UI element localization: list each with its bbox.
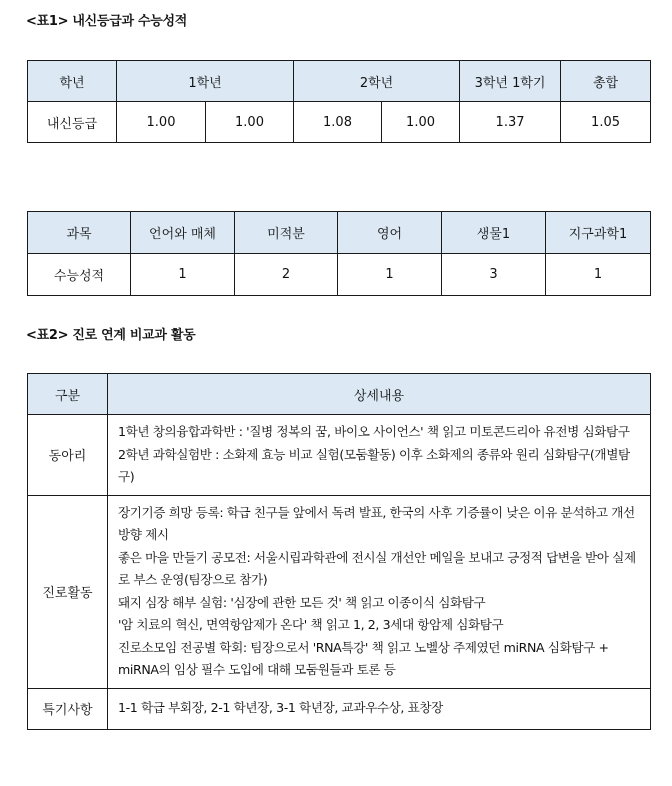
category-cell: 동아리: [28, 415, 108, 496]
table-row: [28, 688, 651, 729]
table-row: [28, 102, 651, 143]
table-cell: 1.00: [206, 102, 294, 143]
header-grade-label: 학년: [28, 61, 117, 102]
row-label: 내신등급: [28, 102, 117, 143]
table-cell: 1: [546, 254, 651, 296]
detail-line: 2학년 과학실험반 : 소화제 효능 비교 실험(모둠활동) 이후 소화제의 종류와 원리 심화탐구(개별탐구): [118, 446, 630, 484]
table-header-row: [28, 374, 651, 415]
header-subject: 미적분: [235, 212, 338, 254]
table-row: [28, 415, 651, 496]
table-cell: 1: [338, 254, 442, 296]
table-row: [28, 254, 651, 296]
table-cell: 1: [131, 254, 235, 296]
table-cell: 1.37: [460, 102, 561, 143]
suneung-table: [27, 211, 651, 296]
header-detail: 상세내용: [108, 374, 651, 415]
header-grade1: 1학년: [117, 61, 294, 102]
table-header-row: [28, 61, 651, 102]
grades-table: [27, 60, 651, 143]
table-cell: 3: [442, 254, 546, 296]
header-subject: 언어와 매체: [131, 212, 235, 254]
detail-cell: [108, 688, 651, 729]
detail-line: 좋은 마을 만들기 공모전: 서울시립과학관에 전시실 개선안 메일을 보내고 긍정적 답변을 받아 실제로 부스 운영(팀장으로 참가): [118, 549, 636, 587]
table-row: [28, 495, 651, 688]
table-cell: 1.05: [561, 102, 651, 143]
detail-line: 진로소모임 전공별 학회: 팀장으로서 'RNA특강' 책 읽고 노벨상 주제였던 miRNA 심화탐구 + miRNA의 임상 필수 도입에 대해 모둠원들과 토론 등: [118, 639, 609, 677]
header-grade2: 2학년: [294, 61, 460, 102]
table-header-row: [28, 212, 651, 254]
table-cell: 2: [235, 254, 338, 296]
table1-caption: <표1> 내신등급과 수능성적: [26, 14, 187, 29]
header-subject: 생물1: [442, 212, 546, 254]
row-label: 수능성적: [28, 254, 131, 296]
header-category: 구분: [28, 374, 108, 415]
table2-caption: <표2> 진로 연계 비교과 활동: [26, 328, 196, 343]
detail-line: '암 치료의 혁신, 면역항암제가 온다' 책 읽고 1, 2, 3세대 항암제 심화탐구: [118, 617, 504, 632]
activities-table: [27, 373, 651, 730]
table-cell: 1.08: [294, 102, 382, 143]
header-subject: 영어: [338, 212, 442, 254]
header-subject: 지구과학1: [546, 212, 651, 254]
detail-cell: [108, 415, 651, 496]
detail-line: 돼지 심장 해부 실험: '심장에 관한 모든 것' 책 읽고 이종이식 심화탐구: [118, 594, 486, 610]
category-cell: 특기사항: [28, 688, 108, 729]
table-cell: 1.00: [382, 102, 460, 143]
detail-cell: [108, 495, 651, 688]
detail-line: 1학년 창의융합과학반 : '질병 정복의 꿈, 바이오 사이언스' 책 읽고 미토콘드리아 유전병 심화탐구: [118, 424, 630, 439]
table-cell: 1.00: [117, 102, 206, 143]
header-subject-label: 과목: [28, 212, 131, 254]
header-grade3: 3학년 1학기: [460, 61, 561, 102]
detail-line: 1-1 학급 부회장, 2-1 학년장, 3-1 학년장, 교과우수상, 표창장: [118, 700, 443, 716]
category-cell: 진로활동: [28, 495, 108, 688]
header-total: 총합: [561, 61, 651, 102]
detail-line: 장기기증 희망 등록: 학급 친구들 앞에서 독려 발표, 한국의 사후 기증률이 낮은 이유 분석하고 개선 방향 제시: [118, 504, 635, 542]
